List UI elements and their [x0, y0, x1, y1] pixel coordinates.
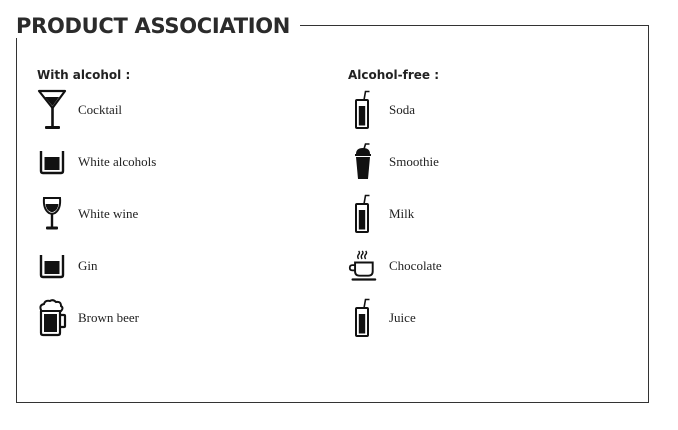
list-item-milk: [348, 188, 628, 240]
item-label: White alcohols: [78, 154, 157, 169]
tumbler-glass-icon: [37, 140, 67, 184]
list-item-chocolate: [348, 240, 628, 292]
with-alcohol-column: [37, 66, 317, 344]
smoothie-cup-icon: [348, 140, 378, 184]
item-label: Milk: [389, 206, 415, 221]
item-label: Brown beer: [78, 310, 140, 325]
item-label: Juice: [389, 310, 416, 325]
alcohol-free-column: [348, 66, 628, 344]
item-label: White wine: [78, 206, 139, 221]
list-item-smoothie: [348, 136, 628, 188]
alcohol-free-heading: Alcohol-free :: [348, 68, 440, 82]
list-item-brown-beer: [37, 292, 317, 344]
tumbler-glass-icon: [37, 244, 67, 288]
item-label: Chocolate: [389, 258, 442, 273]
item-label: Cocktail: [78, 102, 123, 117]
item-label: Smoothie: [389, 154, 439, 169]
with-alcohol-heading: With alcohol :: [37, 68, 131, 82]
wine-glass-icon: [37, 192, 67, 236]
list-item-white-alcohols: [37, 136, 317, 188]
product-association-panel: [16, 25, 649, 403]
hot-cup-icon: [348, 244, 378, 288]
glass-with-straw-icon: [348, 192, 378, 236]
page-title: PRODUCT ASSOCIATION: [16, 14, 300, 38]
cocktail-glass-icon: [37, 88, 67, 132]
glass-with-straw-icon: [348, 296, 378, 340]
glass-with-straw-icon: [348, 88, 378, 132]
list-item-juice: [348, 292, 628, 344]
list-item-soda: [348, 84, 628, 136]
item-label: Gin: [78, 258, 98, 273]
item-label: Soda: [389, 102, 415, 117]
list-item-gin: [37, 240, 317, 292]
beer-mug-icon: [37, 296, 67, 340]
list-item-cocktail: [37, 84, 317, 136]
list-item-white-wine: [37, 188, 317, 240]
